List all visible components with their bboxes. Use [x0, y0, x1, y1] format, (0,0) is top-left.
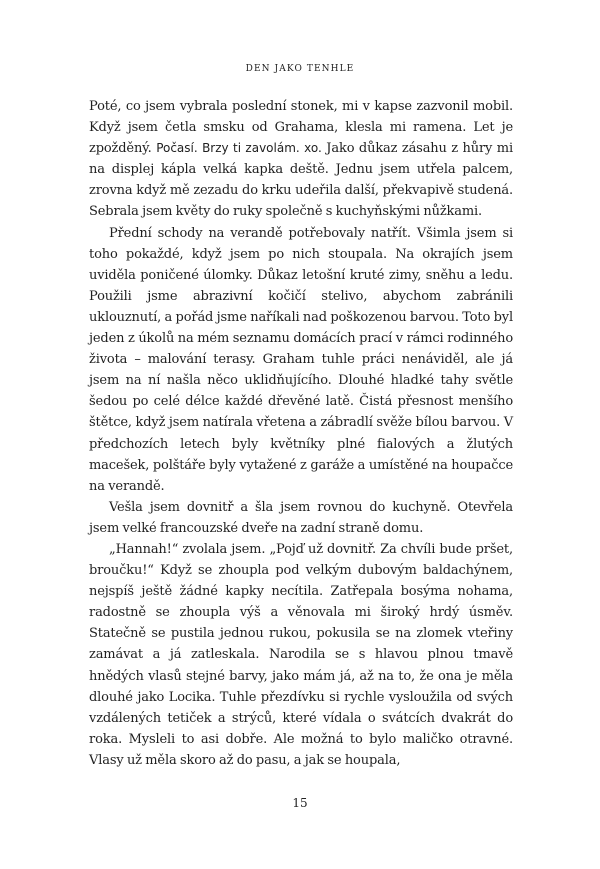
paragraph-3: Vešla jsem dovnitř a šla jsem rovnou do kuchyně. Otevřela jsem velké francouzské dveře na zadní straně domu.	[89, 499, 513, 536]
running-header: DEN JAKO TENHLE	[245, 64, 355, 74]
sms-message-text: Počasí. Brzy ti zavolám. xo.	[156, 141, 322, 156]
paragraph-1-text-end: Jako důkaz zásahu z hůry mi na displej kápla velká kapka deště. Jednu jsem utřela palcem, zrovna když mě zezadu do krku udeřila další, překvapivě studená. Sebrala jsem květy do ruky společně s kuchyňskými nůžkami.	[89, 141, 513, 220]
paragraph-1-text-start: Poté, co jsem vybrala poslední stonek, mi v kapse zazvonil mobil. Když jsem četla smsku od Grahama, klesla mi ramena. Let je zpožděný.	[89, 99, 513, 157]
paragraph-1	[89, 96, 513, 223]
paragraph-2: Přední schody na verandě potřebovaly natřít. Všimla jsem si toho pokaždé, když jsem po nich stoupala. Na okrajích jsem uviděla poničené úlomky. Důkaz letošní kruté zimy, sněhu a ledu. Použili jsme abrazivní kočičí stelivo, abychom zabránili uklouznutí, a pořád jsme naříkali nad poškozenou barvou. Toto byl jeden z úkolů na mém seznamu domácích prací v rámci rodinného života – malování terasy. Graham tuhle práci nenáviděl, ale já jsem na ní našla něco uklidňujícího. Dlouhé hladké tahy světle šedou po celé délce každé dřevěné latě. Čistá přesnost menšího štětce, když jsem natírala vřetena a zábradlí svěže bílou barvou. V předchozích letech byly květníky plné fialových a žlutých macešek, polštáře byly vytažené z garáže a umístěné na houpačce na verandě.	[89, 225, 513, 494]
paragraph-4: „Hannah!“ zvolala jsem. „Pojď už dovnitř. Za chvíli bude pršet, broučku!“ Když se zhoupla pod velkým dubovým baldachýnem, nejspíš ještě žádné kapky necítila. Zatřepala bosýma nohama, radostně se zhoupla výš a věnovala mi široký hrdý úsměv. Statečně se pustila jednou rukou, pokusila se na zlomek vteřiny zamávat a já zatleskala. Narodila se s hlavou plnou tmavě hnědých vlasů stejné barvy, jako mám já, až na to, že ona je měla dlouhé jako Locika. Tuhle přezdívku si rychle vysloužila od svých vzdálených tetiček a strýců, které vídala o svátcích dvakrát do roka. Mysleli to asi dobře. Ale možná to bylo maličko otravné. Vlasy už měla skoro až do pasu, a jak se houpala,	[89, 541, 513, 768]
body-text	[89, 96, 513, 771]
page-number: 15	[292, 796, 308, 810]
